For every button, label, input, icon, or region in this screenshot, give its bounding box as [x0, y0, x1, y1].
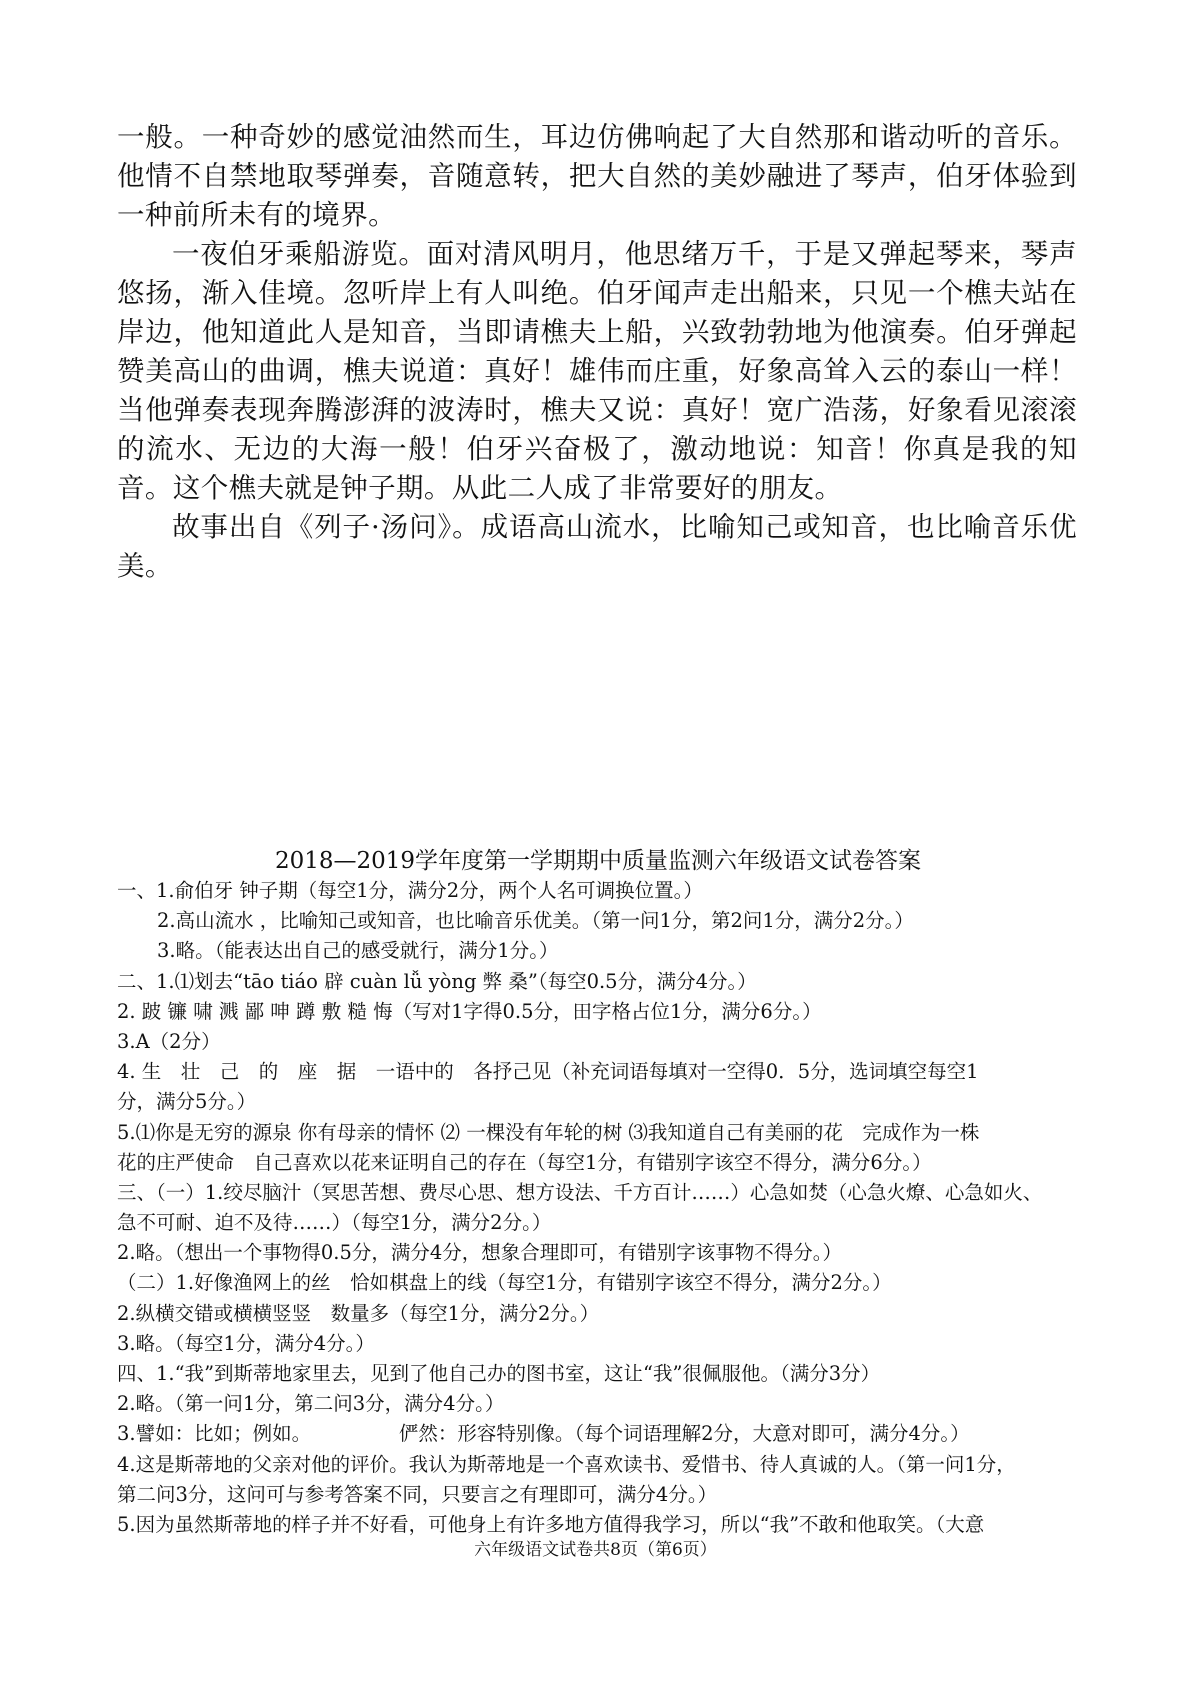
- story-paragraph: 一般。一种奇妙的感觉油然而生，耳边仿佛响起了大自然那和谐动听的音乐。他情不自禁地取琴弹奏，音随意转，把大自然的美妙融进了琴声，伯牙体验到一种前所未有的境界。: [117, 121, 1077, 231]
- answer-line: 花的庄严使命 自己喜欢以花来证明自己的存在（每空1分，有错别字该空不得分，满分6分。）: [117, 1150, 932, 1174]
- answer-line: 5.⑴你是无穷的源泉 你有母亲的情怀 ⑵ 一棵没有年轮的树 ⑶我知道自己有美丽的花 完成作为一株: [117, 1120, 980, 1144]
- answer-line: 分，满分5分。）: [117, 1090, 257, 1114]
- answer-line: 2. 跛 镰 啸 溅 鄙 呻 蹲 敷 糙 悔（写对1字得0.5分，田字格占位1分，满分6分。）: [117, 999, 822, 1023]
- answer-line: 3.略。（能表达出自己的感受就行，满分1分。）: [157, 939, 559, 963]
- answer-line: 2.略。（第一问1分，第二问3分，满分4分。）: [117, 1392, 505, 1416]
- answer-line: 2.高山流水 ，比喻知己或知音，也比喻音乐优美。（第一问1分，第2问1分，满分2分。）: [157, 909, 914, 933]
- answer-line: 5.因为虽然斯蒂地的样子并不好看，可他身上有许多地方值得我学习，所以“我”不敢和他取笑。（大意: [117, 1512, 985, 1536]
- answer-line: 4. 生 壮 己 的 座 据 一语中的 各抒己见（补充词语每填对一空得0．5分，选词填空每空1: [117, 1060, 979, 1084]
- answer-key-title: 2018—2019学年度第一学期期中质量监测六年级语文试卷答案: [274, 848, 922, 874]
- answer-line: 3.略。（每空1分，满分4分。）: [117, 1331, 375, 1355]
- story-passage: [117, 118, 1077, 586]
- story-paragraph: 一夜伯牙乘船游览。面对清风明月，他思绪万千，于是又弹起琴来，琴声悠扬，渐入佳境。忽听岸上有人叫绝。伯牙闻声走出船来，只见一个樵夫站在岸边，他知道此人是知音，当即请樵夫上船，兴致勃勃地为他演奏。伯牙弹起赞美高山的曲调，樵夫说道：真好！雄伟而庄重，好象高耸入云的泰山一样！当他弹奏表现奔腾澎湃的波涛时，樵夫又说：真好！宽广浩荡，好象看见滚滚的流水、无边的大海一般！伯牙兴奋极了，激动地说：知音！你真是我的知音。这个樵夫就是钟子期。从此二人成了非常要好的朋友。: [117, 238, 1077, 504]
- answer-line: 3.A（2分）: [117, 1029, 221, 1053]
- story-paragraph: 故事出自《列子·汤问》。成语高山流水，比喻知己或知音，也比喻音乐优美。: [117, 511, 1077, 582]
- answer-lines: [117, 876, 1079, 1540]
- page-footer: 六年级语文试卷共8页（第6页）: [474, 1540, 717, 1560]
- answer-line: 2.略。（想出一个事物得0.5分，满分4分，想象合理即可，有错别字该事物不得分。）: [117, 1241, 843, 1265]
- answer-line: 2.纵横交错或横横竖竖 数量多（每空1分，满分2分。）: [117, 1301, 600, 1325]
- answer-line: 一、1.俞伯牙 钟子期（每空1分，满分2分，两个人名可调换位置。）: [117, 879, 703, 902]
- answer-line: 3.譬如：比如；例如。 俨然：形容特别像。（每个词语理解2分，大意对即可，满分4分。）: [117, 1422, 970, 1446]
- answer-line: 二、1.⑴划去“tāo tiáo 辟 cuàn lǚ yòng 弊 桑”（每空0.5分，满分4分。）: [117, 969, 757, 993]
- answer-line: 急不可耐、迫不及待……）（每空1分，满分2分。）: [117, 1211, 552, 1235]
- answer-line: （二）1.好像渔网上的丝 恰如棋盘上的线（每空1分，有错别字该空不得分，满分2分。）: [117, 1271, 892, 1295]
- answer-line: 四、1.“我”到斯蒂地家里去，见到了他自己办的图书室，这让“我”很佩服他。（满分3分）: [117, 1362, 881, 1385]
- answer-line: 三、（一）1.绞尽脑汁（冥思苦想、费尽心思、想方设法、千方百计……）心急如焚（心急火燎、心急如火、: [117, 1180, 1043, 1204]
- answer-line: 4.这是斯蒂地的父亲对他的评价。我认为斯蒂地是一个喜欢读书、爱惜书、待人真诚的人。（第一问1分，: [117, 1452, 1016, 1476]
- answer-line: 第二问3分，这问可与参考答案不同，只要言之有理即可，满分4分。）: [117, 1482, 718, 1506]
